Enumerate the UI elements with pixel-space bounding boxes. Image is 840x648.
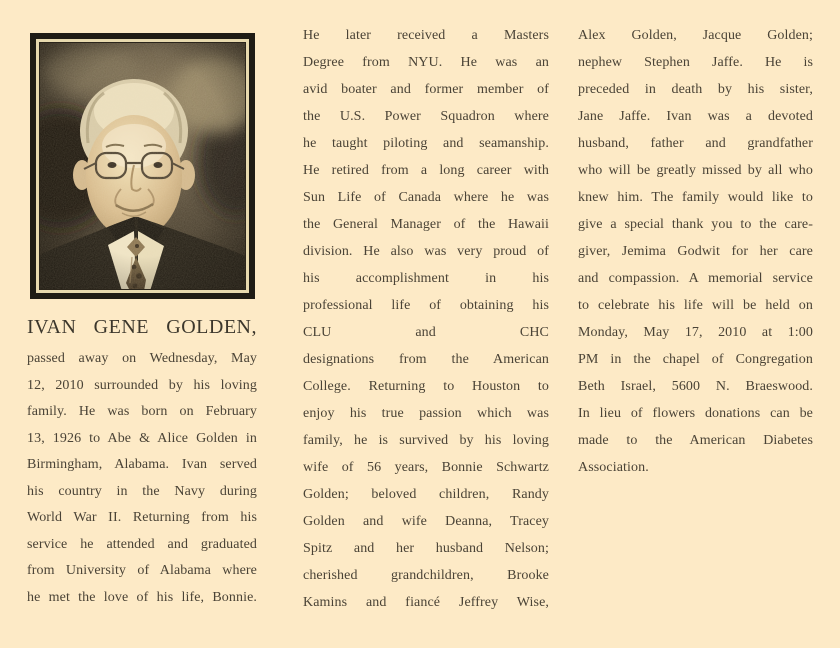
text-line: nephew Stephen Jaffe. He is <box>578 55 813 70</box>
text-line: his accomplishment in his <box>303 271 549 286</box>
text-line: professional life of obtaining his <box>303 298 549 313</box>
text-line: He later received a Masters <box>303 28 549 43</box>
text-line: husband, father and grandfather <box>578 136 813 151</box>
right-column-text <box>578 0 813 481</box>
text-line: service he attended and graduated <box>27 536 257 552</box>
text-line: Birmingham, Alabama. Ivan served <box>27 457 257 472</box>
middle-column-text <box>303 0 549 616</box>
text-line: family. He was born on February <box>27 404 257 419</box>
text-line: cherished grandchildren, Brooke <box>303 568 549 583</box>
portrait-photo-frame <box>30 33 255 299</box>
right-column <box>578 0 813 481</box>
portrait-photo <box>39 42 246 290</box>
text-line: 12, 2010 surrounded by his loving <box>27 377 257 393</box>
text-line: and compassion. A memorial service <box>578 271 813 286</box>
middle-column <box>303 0 549 616</box>
text-line: from University of Alabama where <box>27 563 257 578</box>
text-line: Golden and wife Deanna, Tracey <box>303 514 549 529</box>
text-line: In lieu of flowers donations can be <box>578 406 813 421</box>
text-line: Degree from NYU. He was an <box>303 55 549 70</box>
text-line: Sun Life of Canada where he was <box>303 190 549 205</box>
text-line: College. Returning to Houston to <box>303 379 549 394</box>
text-line: Golden; beloved children, Randy <box>303 487 549 502</box>
text-line: He retired from a long career with <box>303 163 549 178</box>
text-line: he met the love of his life, Bonnie. <box>27 589 257 605</box>
text-line: his country in the Navy during <box>27 483 257 499</box>
text-line: Monday, May 17, 2010 at 1:00 <box>578 325 813 340</box>
text-line: World War II. Returning from his <box>27 510 257 525</box>
portrait-photo-image <box>40 43 246 290</box>
text-line: the General Manager of the Hawaii <box>303 217 549 232</box>
text-line: knew him. The family would like to <box>578 190 813 205</box>
text-line: giver, Jemima Godwit for her care <box>578 244 813 259</box>
text-line: he taught piloting and seamanship. <box>303 136 549 151</box>
text-line: Beth Israel, 5600 N. Braeswood. <box>578 379 813 394</box>
text-line: PM in the chapel of Congregation <box>578 352 813 367</box>
text-line: Kamins and fiancé Jeffrey Wise, <box>303 595 549 610</box>
text-line: made to the American Diabetes <box>578 433 813 448</box>
text-line: 13, 1926 to Abe & Alice Golden in <box>27 430 257 446</box>
left-column-text <box>27 346 257 611</box>
text-line: enjoy his true passion which was <box>303 406 549 421</box>
text-line: the U.S. Power Squadron where <box>303 109 549 124</box>
text-line: avid boater and former member of <box>303 82 549 97</box>
text-line: passed away on Wednesday, May <box>27 351 257 366</box>
text-line: CLU and CHC <box>303 325 549 340</box>
text-line: Alex Golden, Jacque Golden; <box>578 28 813 43</box>
text-line: Association. <box>578 460 649 475</box>
text-line: give a special thank you to the care- <box>578 217 813 232</box>
text-line: to celebrate his life will be held on <box>578 298 813 313</box>
text-line: family, he is survived by his loving <box>303 433 549 448</box>
text-line: designations from the American <box>303 352 549 367</box>
text-line: preceded in death by his sister, <box>578 82 813 97</box>
text-line: wife of 56 years, Bonnie Schwartz <box>303 460 549 475</box>
text-line: Jane Jaffe. Ivan was a devoted <box>578 109 813 124</box>
text-line: Spitz and her husband Nelson; <box>303 541 549 556</box>
text-line: who will be greatly missed by all who <box>578 163 813 178</box>
deceased-name-heading: IVAN GENE GOLDEN, <box>27 316 257 338</box>
text-line: division. He also was very proud of <box>303 244 549 259</box>
left-column <box>27 0 257 611</box>
